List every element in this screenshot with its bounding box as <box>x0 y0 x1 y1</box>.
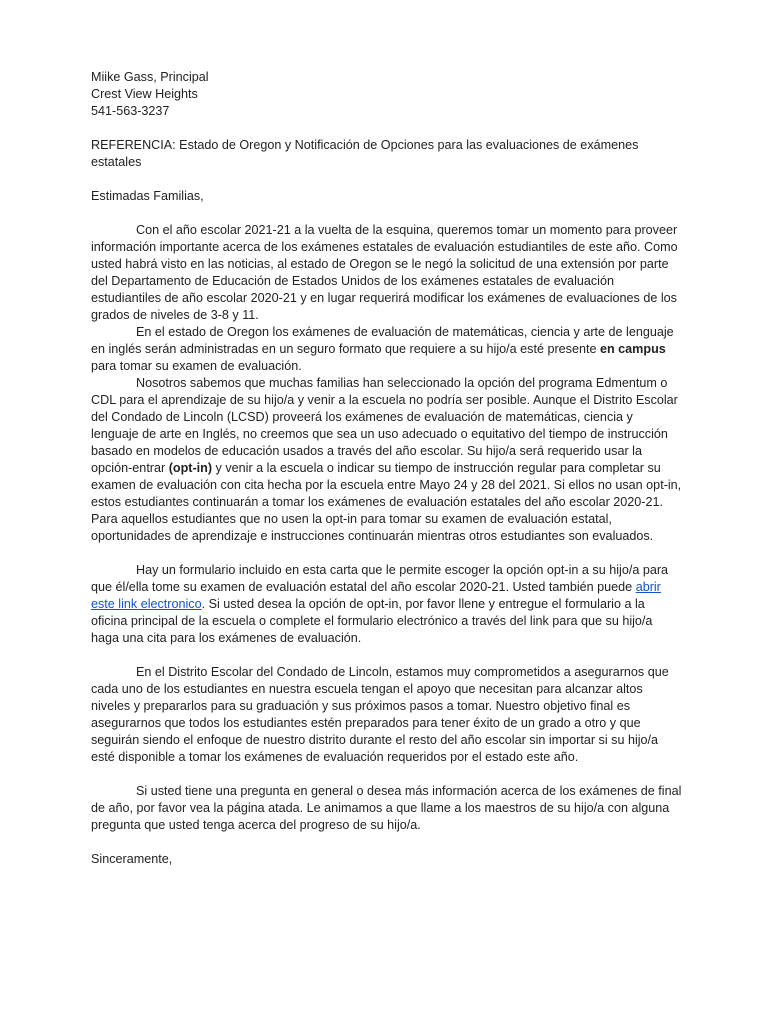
paragraph-form: Hay un formulario incluido en esta carta que le permite escoger la opción opt-in a su hijo/a para que él/ella tome su examen de evaluación estatal del año escolar 2020-21. Usted también puede abrir este link electronico. Si usted desea la opción de opt-in, por favor llene y entregue el formulario a la oficina principal de la escuela o complete el formulario electrónico a través del link para que su hijo/a haga una cita para los exámenes de evaluación. <box>91 563 669 645</box>
school-name: Crest View Heights <box>91 87 198 101</box>
letter-body <box>91 69 683 868</box>
principal-name: Miike Gass, Principal <box>91 70 209 84</box>
paragraph-on-campus: En el estado de Oregon los exámenes de evaluación de matemáticas, ciencia y arte de lenguaje en inglés serán administradas en un seguro formato que requiere a su hijo/a esté presente en campus para tomar su examen de evaluación. <box>91 325 674 373</box>
closing: Sinceramente, <box>91 852 173 866</box>
paragraph-opt-in: Nosotros sabemos que muchas familias han seleccionado la opción del programa Edmentum o CDL para el aprendizaje de su hijo/a y venir a la escuela no podría ser posible. Aunque el Distrito Escolar del Condado de Lincoln (LCSD) proveerá los exámenes de evaluación de matemáticas, ciencia y lenguaje de arte en Inglés, no creemos que sea un uso adecuado o equitativo del tiempo de instrucción basado en modelos de educación usados a través del año escolar. Su hijo/a será requerido usar la opción-entrar (opt-in) y venir a la escuela o indicar su tiempo de instrucción regular para completar su examen de evaluación con cita hecha por la escuela entre Mayo 24 y 28 del 2021. Si ellos no usan opt-in, estos estudiantes continuarán a tomar los exámenes de evaluación estatales del año escolar 2020-21. Para aquellos estudiantes que no usen la opt-in para tomar su examen de evaluación estatal, oportunidades de aprendizaje e instrucciones continuarán mientras otros estudiantes son evaluados. <box>91 376 682 543</box>
on-campus-emphasis: en campus <box>599 342 666 356</box>
electronic-form-link[interactable]: abrir este link electronico <box>91 580 661 611</box>
paragraph-questions: Si usted tiene una pregunta en general o desea más información acerca de los exámenes de final de año, por favor vea la página atada. Le animamos a que llame a los maestros de su hijo/a con alguna pregunta que usted tenga acerca del progreso de su hijo/a. <box>91 784 682 832</box>
paragraph-commitment: En el Distrito Escolar del Condado de Lincoln, estamos muy comprometidos a asegurarnos que cada uno de los estudiantes en nuestra escuela tengan el apoyo que necesitan para alcanzar altos niveles y prepararlos para su graduación y sus próximos pasos a tomar. Nuestro objetivo final es asegurarnos que todos los estudiantes estén preparados para tener éxito de un grado a otro y que seguirán siendo el enfoque de nuestro distrito durante el resto del año escolar sin importar si su hijo/a esté disponible a tomar los exámenes de evaluación requeridos por el estado este año. <box>91 665 669 764</box>
phone-number: 541-563-3237 <box>91 104 170 118</box>
paragraph-school-year: Con el año escolar 2021-21 a la vuelta de la esquina, queremos tomar un momento para proveer información importante acerca de los exámenes estatales de evaluación estudiantiles de este año. Como usted habrá visto en las noticias, al estado de Oregon se le negó la solicitud de una extensión por parte del Departamento de Educación de Estados Unidos de los exámenes estatales de evaluación estudiantiles de año escolar 2020-21 y en lugar requerirá modificar los exámenes de evaluaciones de los grados de niveles de 3-8 y 11. <box>91 223 678 322</box>
opt-in-emphasis: (opt-in) <box>168 461 213 475</box>
greeting: Estimadas Familias, <box>91 189 204 203</box>
reference-line: REFERENCIA: Estado de Oregon y Notificación de Opciones para las evaluaciones de exámenes estatales <box>91 138 639 169</box>
